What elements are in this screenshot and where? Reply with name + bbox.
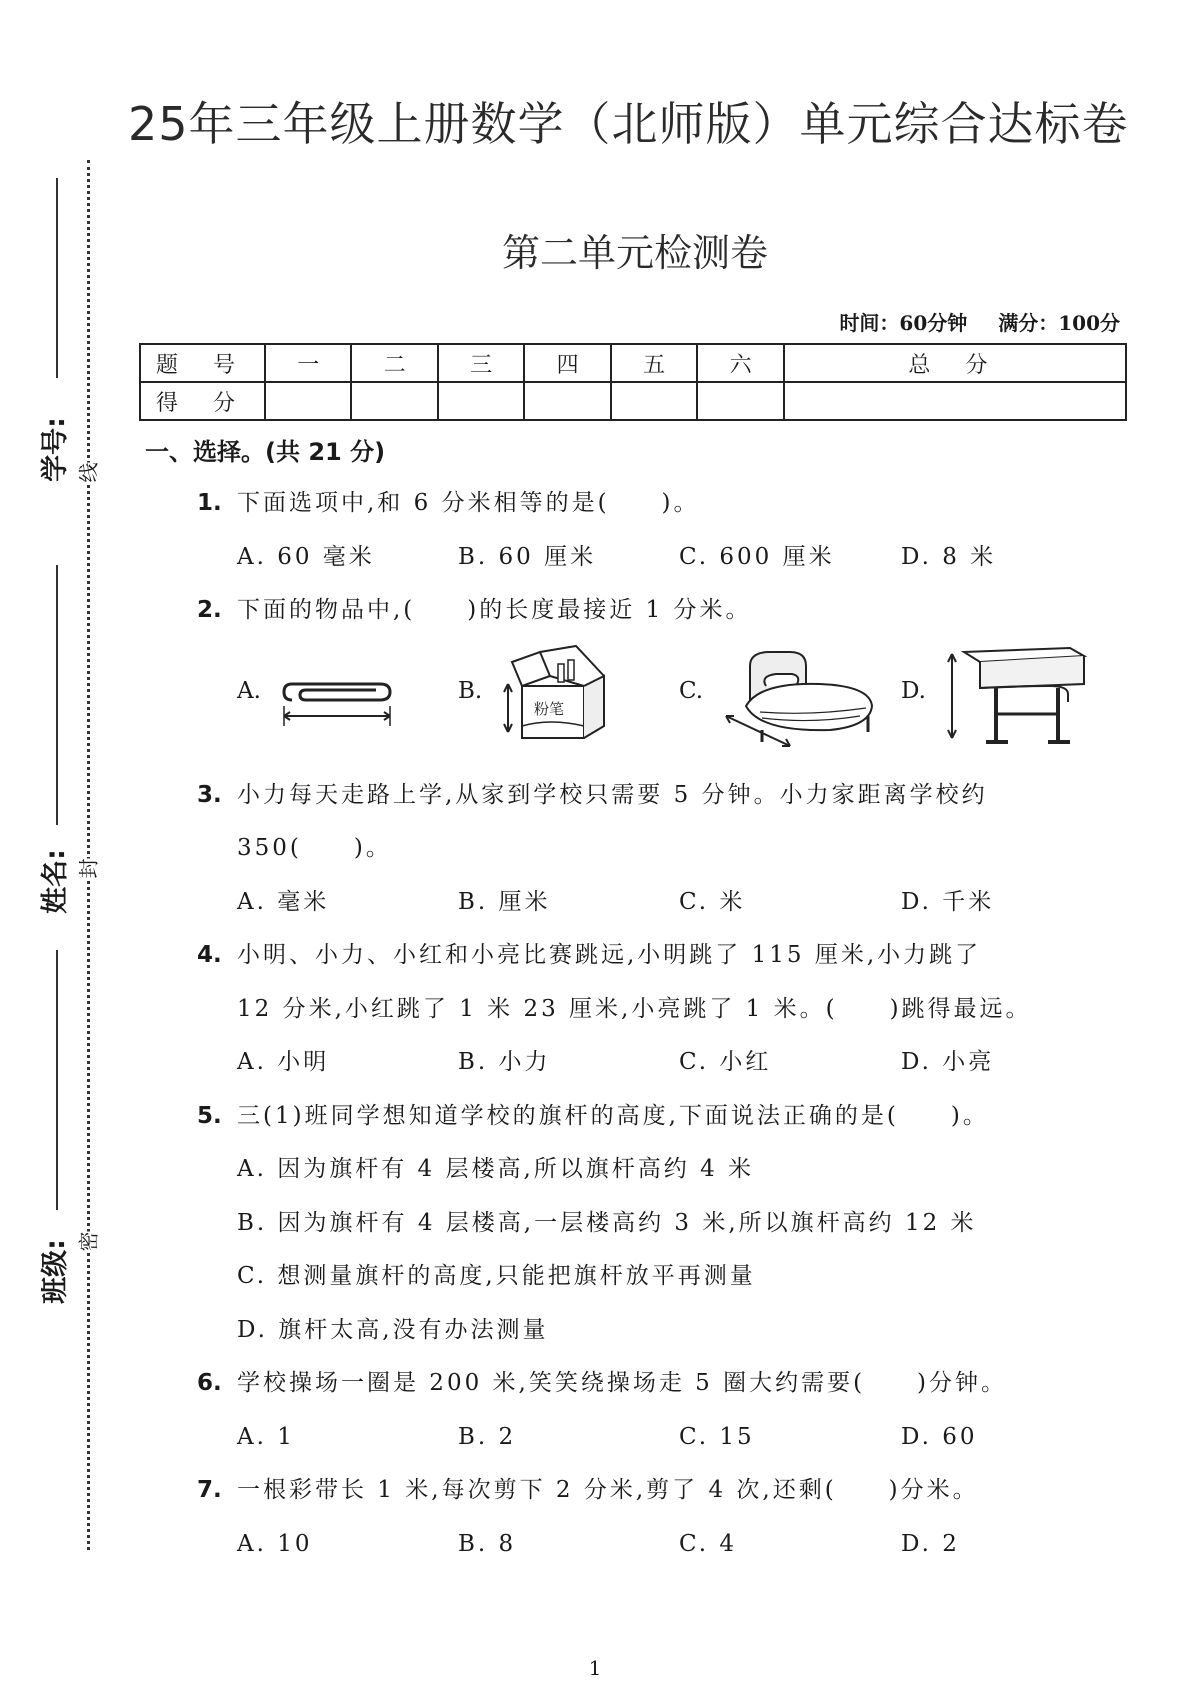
- score-table-header-cell: 三: [438, 344, 524, 382]
- question-7: [145, 1464, 1125, 1518]
- option-b[interactable]: B. 2: [458, 1423, 517, 1450]
- score-cell[interactable]: [438, 382, 524, 420]
- question-3-options: [145, 876, 1125, 930]
- paper-clip-icon: [280, 676, 400, 732]
- question-text: 下面选项中,和 6 分米相等的是( )。: [237, 490, 700, 516]
- exam-meta: [815, 307, 1120, 336]
- full-score: 满分：100分: [998, 311, 1120, 335]
- score-cell[interactable]: [351, 382, 437, 420]
- option-c[interactable]: C. 600 厘米: [679, 543, 835, 570]
- score-table-header-cell: 一: [265, 344, 351, 382]
- score-cell[interactable]: [784, 382, 1126, 420]
- question-2-picture-options: [145, 638, 1125, 769]
- question-6-options: [145, 1411, 1125, 1465]
- option-b[interactable]: B. 60 厘米: [458, 543, 597, 570]
- score-cell[interactable]: [524, 382, 610, 420]
- option-c[interactable]: C. 15: [679, 1423, 755, 1450]
- school-desk-icon: [940, 642, 1090, 758]
- option-d[interactable]: D. 2: [901, 1530, 960, 1557]
- option-c[interactable]: C.: [679, 677, 704, 704]
- question-5: [145, 1090, 1125, 1144]
- option-a[interactable]: A. 1: [237, 1423, 295, 1450]
- question-5-option-a: [145, 1143, 1125, 1197]
- option-a[interactable]: A.: [237, 677, 261, 704]
- option-a[interactable]: A. 因为旗杆有 4 层楼高,所以旗杆高约 4 米: [237, 1156, 755, 1182]
- option-c[interactable]: C. 4: [679, 1530, 738, 1557]
- class-blank[interactable]: [56, 950, 58, 1210]
- score-table-header-cell: 四: [524, 344, 610, 382]
- option-d[interactable]: D. 旗杆太高,没有办法测量: [237, 1316, 549, 1343]
- score-table: [139, 343, 1127, 421]
- time-limit: 时间：60分钟: [839, 311, 968, 335]
- question-number: 1.: [197, 490, 222, 516]
- question-number: 7.: [197, 1477, 222, 1503]
- question-number: 2.: [197, 597, 222, 623]
- section-choice: [145, 427, 1125, 1571]
- question-4: [145, 929, 1125, 983]
- chalk-box-icon: [500, 642, 615, 752]
- score-row-label: 得 分: [140, 382, 265, 420]
- question-text: 小力每天走路上学,从家到学校只需要 5 分钟。小力家距离学校约: [237, 781, 988, 808]
- question-5-option-d: [145, 1304, 1125, 1358]
- option-b[interactable]: B. 厘米: [458, 888, 551, 915]
- question-5-option-c: [145, 1250, 1125, 1304]
- chalk-box-label: 粉笔: [534, 699, 565, 718]
- option-a[interactable]: A. 小明: [237, 1049, 330, 1075]
- bed-icon: [720, 646, 880, 756]
- question-text: 下面的物品中,( )的长度最接近 1 分米。: [237, 597, 752, 623]
- option-b[interactable]: B. 8: [458, 1530, 517, 1557]
- score-table-header-cell: 二: [351, 344, 437, 382]
- option-a[interactable]: A. 毫米: [237, 888, 330, 915]
- score-cell[interactable]: [611, 382, 697, 420]
- seal-feng-char: 封: [71, 859, 104, 879]
- page-number: 1: [588, 1656, 602, 1680]
- question-number: 3.: [197, 781, 222, 808]
- question-number: 6.: [197, 1370, 222, 1396]
- class-label: 班级:: [39, 1239, 71, 1304]
- option-b[interactable]: B. 小力: [458, 1049, 551, 1075]
- question-4-continued: [145, 983, 1125, 1037]
- question-text: 学校操场一圈是 200 米,笑笑绕操场走 5 圈大约需要( )分钟。: [237, 1370, 1008, 1396]
- question-1-options: [145, 531, 1125, 585]
- question-1: [145, 477, 1125, 531]
- score-table-header-cell: 题 号: [140, 344, 265, 382]
- question-5-option-b: [145, 1197, 1125, 1251]
- name-blank[interactable]: [56, 565, 58, 825]
- option-d[interactable]: D. 千米: [901, 888, 995, 915]
- question-text: 三(1)班同学想知道学校的旗杆的高度,下面说法正确的是( )。: [237, 1102, 989, 1129]
- option-b[interactable]: B.: [458, 677, 483, 704]
- option-d[interactable]: D.: [901, 677, 926, 704]
- question-6: [145, 1357, 1125, 1411]
- question-number: 4.: [197, 942, 222, 968]
- question-text: 小明、小力、小红和小亮比赛跳远,小明跳了 115 厘米,小力跳了: [237, 942, 982, 968]
- question-7-options: [145, 1518, 1125, 1572]
- option-d[interactable]: D. 小亮: [901, 1049, 995, 1075]
- question-text-continued: 350( )。: [237, 835, 392, 861]
- question-3: [145, 769, 1125, 823]
- score-table-score-row: [140, 382, 1126, 420]
- option-d[interactable]: D. 8 米: [901, 543, 997, 570]
- question-2: [145, 584, 1125, 638]
- question-text: 一根彩带长 1 米,每次剪下 2 分米,剪了 4 次,还剩( )分米。: [237, 1477, 979, 1503]
- score-table-header-cell: 总 分: [784, 344, 1126, 382]
- seal-mi-char: 密: [71, 1232, 104, 1252]
- score-cell[interactable]: [265, 382, 351, 420]
- binding-dotted-line: [87, 160, 90, 1550]
- score-table-header-cell: 五: [611, 344, 697, 382]
- option-a[interactable]: A. 10: [237, 1530, 313, 1557]
- section-title: 一、选择。(共 21 分): [145, 438, 386, 466]
- score-cell[interactable]: [697, 382, 783, 420]
- option-d[interactable]: D. 60: [901, 1423, 978, 1450]
- student-id-label: 学号:: [39, 417, 71, 482]
- option-c[interactable]: C. 想测量旗杆的高度,只能把旗杆放平再测量: [237, 1263, 756, 1289]
- name-label: 姓名:: [39, 849, 71, 914]
- option-c[interactable]: C. 米: [679, 888, 746, 915]
- question-3-continued: [145, 822, 1125, 876]
- question-text-continued: 12 分米,小红跳了 1 米 23 厘米,小亮跳了 1 米。( )跳得最远。: [237, 995, 1032, 1022]
- option-a[interactable]: A. 60 毫米: [237, 543, 375, 570]
- exam-series-title: 25年三年级上册数学（北师版）单元综合达标卷: [128, 97, 1129, 151]
- option-c[interactable]: C. 小红: [679, 1049, 772, 1075]
- score-table-header-row: [140, 344, 1126, 382]
- question-number: 5.: [197, 1102, 222, 1129]
- exam-title: 第二单元检测卷: [501, 231, 768, 275]
- student-id-blank[interactable]: [56, 178, 58, 378]
- option-b[interactable]: B. 因为旗杆有 4 层楼高,一层楼高约 3 米,所以旗杆高约 12 米: [237, 1209, 977, 1236]
- seal-line-char: 线: [71, 463, 104, 483]
- score-table-header-cell: 六: [697, 344, 783, 382]
- question-4-options: [145, 1036, 1125, 1090]
